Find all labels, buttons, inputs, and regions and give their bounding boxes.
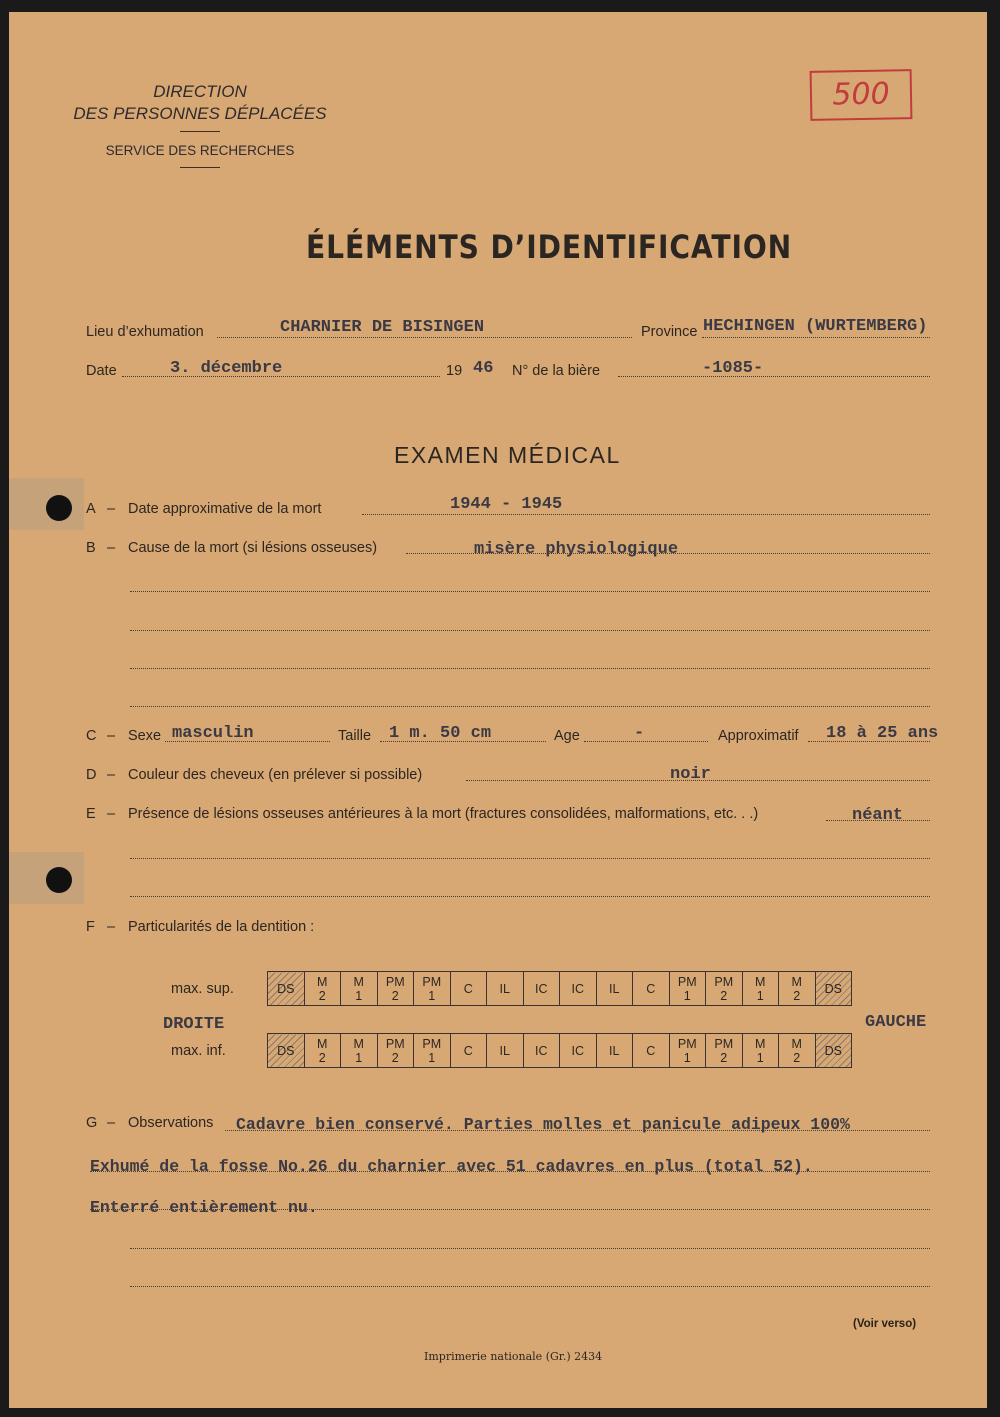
tooth-cell <box>523 1034 560 1068</box>
tooth-code: IC <box>535 981 548 996</box>
tooth-cell <box>560 1034 597 1068</box>
tooth-code: PM <box>385 974 405 989</box>
item-b-label: Cause de la mort (si lésions osseuses) <box>128 540 378 556</box>
tooth-cell <box>414 972 451 1006</box>
tooth-number: 1 <box>683 1050 691 1065</box>
tooth-cell <box>487 972 524 1006</box>
tooth-number: 1 <box>756 988 764 1003</box>
approx-label: Approximatif <box>718 728 799 744</box>
tooth-code: M <box>791 1036 802 1051</box>
tooth-cell <box>341 972 378 1006</box>
tooth-code: IL <box>499 981 510 996</box>
tooth-code: M <box>353 974 364 989</box>
item-d-value: noir <box>670 765 711 784</box>
tooth-cell <box>596 1034 633 1068</box>
date-label: Date <box>86 363 117 379</box>
tooth-code: M <box>755 1036 766 1051</box>
sexe-label: Sexe <box>128 728 162 744</box>
tooth-cell <box>596 972 633 1006</box>
tooth-code: M <box>755 974 766 989</box>
item-a-label: Date approximative de la mort <box>128 501 322 517</box>
biere-value: -1085- <box>702 359 764 378</box>
tooth-code: C <box>463 981 473 996</box>
tooth-cell <box>377 972 414 1006</box>
item-e-value: néant <box>852 806 904 825</box>
tooth-cell <box>450 1034 487 1068</box>
blank-dotted-line <box>130 630 930 631</box>
item-a-value: 1944 - 1945 <box>450 495 563 514</box>
lieu-dotted-line <box>217 337 632 338</box>
tooth-number: 1 <box>355 988 363 1003</box>
tooth-cell <box>304 1034 341 1068</box>
year-value: 46 <box>473 359 494 378</box>
item-e-letter: E <box>86 806 96 822</box>
lieu-value: CHARNIER DE BISINGEN <box>280 318 485 337</box>
blank-dotted-line <box>130 896 930 897</box>
tooth-cell <box>633 972 670 1006</box>
tooth-cell <box>304 972 341 1006</box>
section-title: EXAMEN MÉDICAL <box>394 442 621 468</box>
biere-dotted-line <box>618 376 930 377</box>
tooth-code: C <box>646 1043 656 1058</box>
punch-hole <box>46 495 72 521</box>
tooth-cell <box>742 972 779 1006</box>
tooth-number: 2 <box>318 1050 326 1065</box>
tooth-number: 2 <box>391 1050 399 1065</box>
punch-hole <box>46 867 72 893</box>
tooth-cell <box>523 972 560 1006</box>
tooth-number: 2 <box>720 988 728 1003</box>
tooth-cell <box>414 1034 451 1068</box>
tooth-code: PM <box>714 1036 734 1051</box>
tooth-code: C <box>463 1043 473 1058</box>
tooth-code: IL <box>609 981 620 996</box>
tooth-cell <box>487 1034 524 1068</box>
tooth-cell <box>633 1034 670 1068</box>
document-title: ÉLÉMENTS D’IDENTIFICATION <box>306 228 793 266</box>
header-rule <box>180 167 220 168</box>
age-dotted-line <box>584 741 708 742</box>
tooth-code: PM <box>677 1036 697 1051</box>
item-a-dotted-line <box>362 514 930 515</box>
tooth-code: PM <box>714 974 734 989</box>
tooth-code: DS <box>824 981 842 996</box>
item-d-letter: D <box>86 767 97 783</box>
dentition-upper-chart <box>267 971 852 1006</box>
tooth-code: PM <box>422 1036 442 1051</box>
tooth-code: C <box>646 981 656 996</box>
tooth-cell <box>268 1034 305 1068</box>
tooth-code: IL <box>609 1043 620 1058</box>
lieu-label: Lieu d’exhumation <box>86 324 204 340</box>
tooth-cell <box>779 972 816 1006</box>
tooth-code: M <box>791 974 802 989</box>
item-e-label: Présence de lésions osseuses antérieures à la mort (fractures consolidées, malformations, etc. . .) <box>128 806 759 822</box>
tooth-code: DS <box>277 981 295 996</box>
tooth-cell <box>815 972 852 1006</box>
header-rule <box>180 131 220 132</box>
tooth-cell <box>742 1034 779 1068</box>
sexe-value: masculin <box>172 724 254 743</box>
blank-dotted-line <box>130 858 930 859</box>
tooth-cell <box>560 972 597 1006</box>
province-dotted-line <box>702 337 930 338</box>
gauche-label: GAUCHE <box>865 1013 927 1032</box>
blank-dotted-line <box>130 668 930 669</box>
tooth-code: M <box>317 974 328 989</box>
tooth-cell <box>268 972 305 1006</box>
approx-value: 18 à 25 ans <box>826 724 939 743</box>
taille-label: Taille <box>338 728 372 744</box>
header-direction: DIRECTION <box>153 82 247 101</box>
red-number-stamp: 500 <box>810 69 913 121</box>
blank-dotted-line <box>130 1286 930 1287</box>
tooth-cell <box>706 972 743 1006</box>
item-a-letter: A <box>86 501 96 517</box>
tooth-number: 2 <box>793 988 801 1003</box>
tooth-number: 1 <box>756 1050 764 1065</box>
tooth-number: 2 <box>318 988 326 1003</box>
dentition-lower-chart <box>267 1033 852 1068</box>
tooth-code: IC <box>535 1043 548 1058</box>
item-b-letter: B <box>86 540 96 556</box>
tooth-cell <box>669 972 706 1006</box>
item-c-letter: C <box>86 728 97 744</box>
tooth-cell <box>669 1034 706 1068</box>
max-inf-label: max. inf. <box>171 1043 226 1059</box>
header-service: SERVICE DES RECHERCHES <box>105 143 295 158</box>
tooth-cell <box>706 1034 743 1068</box>
tooth-cell <box>341 1034 378 1068</box>
tooth-code: PM <box>677 974 697 989</box>
blank-dotted-line <box>130 706 930 707</box>
max-sup-label: max. sup. <box>171 981 234 997</box>
tooth-cell <box>450 972 487 1006</box>
date-value: 3. décembre <box>170 359 283 378</box>
header-department: DES PERSONNES DÉPLACÉES <box>73 104 327 123</box>
tooth-number: 1 <box>428 1050 436 1065</box>
biere-label: N° de la bière <box>512 363 601 379</box>
tooth-code: IC <box>571 1043 584 1058</box>
tooth-number: 1 <box>683 988 691 1003</box>
item-g-label: Observations <box>128 1115 214 1131</box>
tooth-code: PM <box>422 974 442 989</box>
item-d-label: Couleur des cheveux (en prélever si possible) <box>128 767 423 783</box>
printer-imprint: Imprimerie nationale (Gr.) 2434 <box>424 1350 603 1363</box>
tooth-number: 2 <box>391 988 399 1003</box>
age-value: - <box>634 724 645 743</box>
tooth-number: 1 <box>355 1050 363 1065</box>
observation-line-1: Cadavre bien conservé. Parties molles et panicule adipeux 100% <box>236 1115 850 1134</box>
droite-label: DROITE <box>163 1015 225 1034</box>
tooth-number: 2 <box>720 1050 728 1065</box>
voir-verso-note: (Voir verso) <box>853 1318 917 1330</box>
age-label: Age <box>554 728 580 744</box>
item-f-label: Particularités de la dentition : <box>128 919 315 935</box>
tooth-cell <box>815 1034 852 1068</box>
tooth-code: IC <box>571 981 584 996</box>
tooth-number: 2 <box>793 1050 801 1065</box>
item-b-value: misère physiologique <box>474 540 679 559</box>
tooth-code: M <box>317 1036 328 1051</box>
taille-value: 1 m. 50 cm <box>389 724 492 743</box>
item-f-letter: F <box>86 919 95 935</box>
observation-line-3: Enterré entièrement nu. <box>90 1198 318 1217</box>
tooth-cell <box>779 1034 816 1068</box>
province-value: HECHINGEN (WURTEMBERG) <box>703 317 928 336</box>
tooth-code: DS <box>824 1043 842 1058</box>
year-prefix: 19 <box>446 363 463 379</box>
blank-dotted-line <box>130 591 930 592</box>
tooth-cell <box>377 1034 414 1068</box>
tooth-code: IL <box>499 1043 510 1058</box>
blank-dotted-line <box>130 1248 930 1249</box>
tooth-code: M <box>353 1036 364 1051</box>
province-label: Province <box>641 324 698 340</box>
observation-line-2: Exhumé de la fosse No.26 du charnier avec 51 cadavres en plus (total 52). <box>90 1157 813 1176</box>
tooth-code: DS <box>277 1043 295 1058</box>
item-g-letter: G <box>86 1115 98 1131</box>
tooth-number: 1 <box>428 988 436 1003</box>
tooth-code: PM <box>385 1036 405 1051</box>
